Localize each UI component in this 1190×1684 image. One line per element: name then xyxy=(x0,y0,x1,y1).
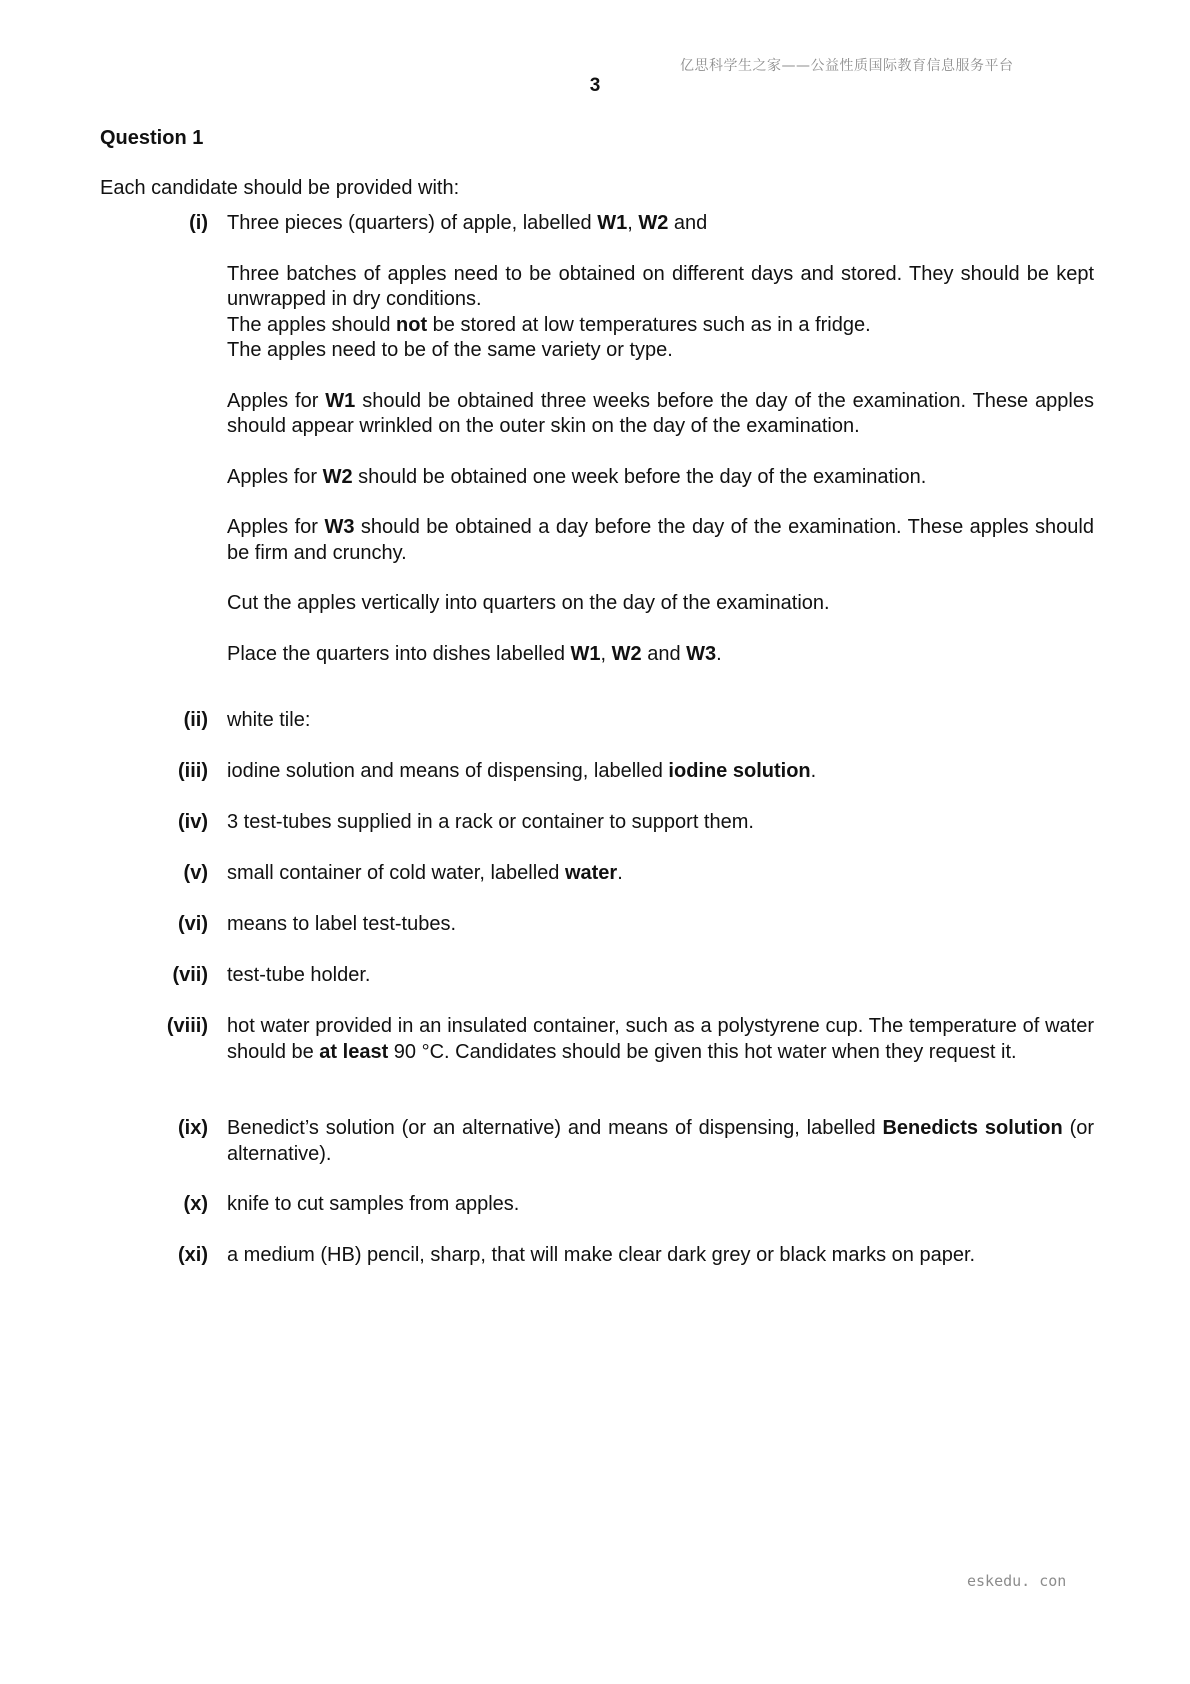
item-text: hot water provided in an insulated container, such as a polystyrene cup. The temperature of water should be at least 90 °C. Candidates should be given this hot water when they request it. xyxy=(227,1015,1094,1063)
w3-paragraph: Apples for W3 should be obtained a day before the day of the examination. These apples should be firm and crunchy. xyxy=(227,516,1094,564)
item-i-line1: Three pieces (quarters) of apple, labelled W1, W2 and xyxy=(227,212,708,234)
item-text: 3 test-tubes supplied in a rack or container to support them. xyxy=(227,811,754,833)
page-number: 3 xyxy=(589,75,601,96)
w2-paragraph: Apples for W2 should be obtained one week before the day of the examination. xyxy=(227,465,927,488)
item-ix xyxy=(150,1116,1094,1167)
item-number: (iv) xyxy=(178,811,208,833)
item-text: test-tube holder. xyxy=(227,964,371,986)
footer-watermark: eskedu. con xyxy=(967,1572,1067,1590)
item-text: a medium (HB) pencil, sharp, that will make clear dark grey or black marks on paper. xyxy=(227,1244,976,1266)
item-vi xyxy=(150,912,1094,938)
question-intro: Each candidate should be provided with: xyxy=(100,177,460,199)
item-text: small container of cold water, labelled water. xyxy=(227,862,623,884)
item-text: means to label test-tubes. xyxy=(227,913,457,935)
item-text: iodine solution and means of dispensing, labelled iodine solution. xyxy=(227,760,817,782)
place-paragraph: Place the quarters into dishes labelled W1, W2 and W3. xyxy=(227,642,722,665)
item-ii xyxy=(150,708,1094,734)
item-number: (vii) xyxy=(172,964,208,986)
item-i xyxy=(150,211,1094,667)
item-vii xyxy=(150,963,1094,989)
item-number: (vi) xyxy=(178,913,208,935)
storage-paragraph: Three batches of apples need to be obtained on different days and stored. They should be kept unwrapped in dry conditions. The apples should not be stored at low temperatures such as in a fridge. The apples need to be of the same variety or type. xyxy=(227,262,1094,361)
item-number: (iii) xyxy=(178,760,208,782)
item-number: (i) xyxy=(189,212,208,234)
item-text: Benedict’s solution (or an alternative) and means of dispensing, labelled Benedicts solution (or alternative). xyxy=(227,1117,1095,1165)
item-viii xyxy=(150,1014,1094,1065)
item-text xyxy=(227,211,1094,667)
item-text: knife to cut samples from apples. xyxy=(227,1193,520,1215)
item-v xyxy=(150,861,1094,887)
item-number: (ii) xyxy=(183,709,208,731)
cut-paragraph: Cut the apples vertically into quarters on the day of the examination. xyxy=(227,592,830,614)
item-text: white tile: xyxy=(227,709,311,731)
item-number: (xi) xyxy=(178,1244,208,1266)
item-iii xyxy=(150,759,1094,785)
item-number: (x) xyxy=(183,1193,208,1215)
item-xi xyxy=(150,1243,1094,1269)
item-number: (ix) xyxy=(178,1117,208,1139)
header-watermark: 亿思科学生之家——公益性质国际教育信息服务平台 xyxy=(680,58,1014,74)
item-x xyxy=(150,1192,1094,1218)
item-iv xyxy=(150,810,1094,836)
item-number: (v) xyxy=(183,862,208,884)
question-title: Question 1 xyxy=(100,127,204,149)
item-number: (viii) xyxy=(166,1015,208,1037)
w1-paragraph: Apples for W1 should be obtained three weeks before the day of the examination. These apples should appear wrinkled on the outer skin on the day of the examination. xyxy=(227,389,1094,437)
